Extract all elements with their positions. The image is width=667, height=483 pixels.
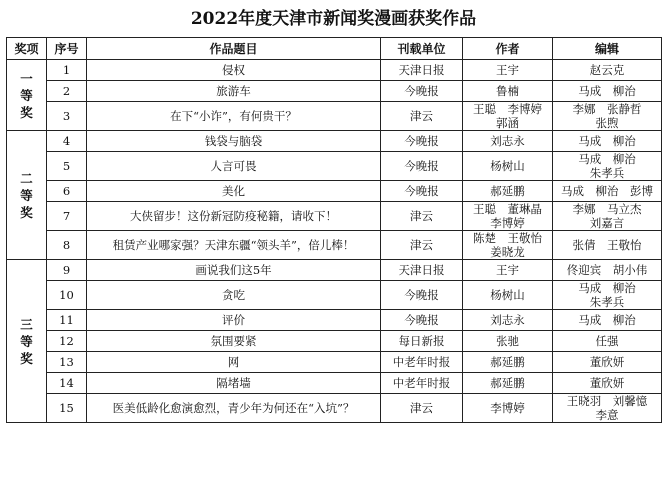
author-cell — [463, 231, 553, 260]
award-cell — [7, 60, 47, 131]
outlet-name: 今晚报 — [381, 281, 463, 310]
editor-cell — [553, 152, 662, 181]
row-number: 5 — [47, 152, 87, 181]
editor-cell — [553, 310, 662, 331]
row-number: 7 — [47, 202, 87, 231]
author-name-line: 刘志永 — [490, 134, 525, 148]
author-cell — [463, 260, 553, 281]
editor-cell — [553, 202, 662, 231]
table-row — [7, 281, 662, 310]
author-name-line: 郭涵 — [496, 116, 519, 130]
editor-cell — [553, 102, 662, 131]
editor-cell — [553, 260, 662, 281]
author-name-line: 杨树山 — [490, 159, 525, 173]
author-name-line: 姜晓龙 — [490, 245, 525, 259]
table-row — [7, 202, 662, 231]
author-cell — [463, 352, 553, 373]
work-title: 侵权 — [87, 60, 381, 81]
work-title: 氛围要紧 — [87, 331, 381, 352]
work-title: 钱袋与脑袋 — [87, 131, 381, 152]
editor-cell — [553, 352, 662, 373]
editor-cell — [553, 373, 662, 394]
author-name-line: 王宇 — [496, 63, 519, 77]
editor-name-line: 王晓羽 刘馨憶 — [566, 394, 648, 408]
editor-cell — [553, 81, 662, 102]
outlet-name: 津云 — [381, 202, 463, 231]
award-cell — [7, 260, 47, 423]
outlet-name: 今晚报 — [381, 181, 463, 202]
table-row — [7, 260, 662, 281]
editor-name-line: 李娜 马立杰 — [572, 202, 642, 216]
editor-cell — [553, 131, 662, 152]
row-number: 9 — [47, 260, 87, 281]
editor-name-line: 朱孝兵 — [589, 295, 625, 309]
outlet-name: 中老年时报 — [381, 373, 463, 394]
author-cell — [463, 394, 553, 423]
author-cell — [463, 181, 553, 202]
outlet-name: 津云 — [381, 394, 463, 423]
editor-name-line: 张倩 王敬怡 — [572, 238, 642, 252]
outlet-name: 津云 — [381, 102, 463, 131]
editor-name-line: 任强 — [595, 334, 619, 348]
editor-cell — [553, 281, 662, 310]
outlet-name: 天津日报 — [381, 260, 463, 281]
work-title: 网 — [87, 352, 381, 373]
table-row — [7, 231, 662, 260]
row-number: 6 — [47, 181, 87, 202]
editor-name-line: 马成 柳治 彭博 — [561, 184, 653, 198]
work-title: 大侠留步！这份新冠防疫秘籍，请收下！ — [87, 202, 381, 231]
author-name-line: 张驰 — [496, 334, 519, 348]
editor-name-line: 佟迎宾 胡小伟 — [566, 263, 648, 277]
editor-name-line: 马成 柳治 — [578, 84, 636, 98]
author-name-line: 郝延鹏 — [490, 376, 525, 390]
header-outlet: 刊载单位 — [381, 38, 463, 60]
table-row — [7, 331, 662, 352]
author-cell — [463, 373, 553, 394]
editor-name-line: 马成 柳治 — [578, 134, 636, 148]
editor-name-line: 李意 — [595, 408, 619, 422]
editor-name-line: 董欣妍 — [589, 355, 625, 369]
author-cell — [463, 331, 553, 352]
table-row — [7, 310, 662, 331]
table-row — [7, 81, 662, 102]
awards-table — [6, 37, 662, 423]
row-number: 4 — [47, 131, 87, 152]
author-name-line: 杨树山 — [490, 288, 525, 302]
row-number: 12 — [47, 331, 87, 352]
author-cell — [463, 81, 553, 102]
header-editor: 编辑 — [553, 38, 662, 60]
work-title: 贪吃 — [87, 281, 381, 310]
work-title: 旅游车 — [87, 81, 381, 102]
work-title: 在下“小诈”，有何贵干？ — [87, 102, 381, 131]
award-label: 三等奖 — [20, 316, 33, 366]
author-name-line: 王聪 董琳晶 — [473, 202, 542, 216]
row-number: 14 — [47, 373, 87, 394]
work-title: 医美低龄化愈演愈烈，青少年为何还在“入坑”？ — [87, 394, 381, 423]
editor-cell — [553, 394, 662, 423]
editor-name-line: 马成 柳治 — [578, 152, 636, 166]
editor-cell — [553, 331, 662, 352]
row-number: 13 — [47, 352, 87, 373]
author-name-line: 王聪 李博婷 — [473, 102, 542, 116]
header-no: 序号 — [47, 38, 87, 60]
table-row — [7, 131, 662, 152]
header-award: 奖项 — [7, 38, 47, 60]
author-name-line: 王宇 — [496, 263, 519, 277]
header-row — [7, 38, 662, 60]
work-title: 租赁产业哪家强？天津东疆“领头羊”，倍儿棒！ — [87, 231, 381, 260]
author-cell — [463, 60, 553, 81]
editor-name-line: 刘嘉言 — [589, 216, 625, 230]
table-row — [7, 152, 662, 181]
page-title: 2022年度天津市新闻奖漫画获奖作品 — [190, 9, 477, 29]
work-title: 评价 — [87, 310, 381, 331]
table-row — [7, 352, 662, 373]
work-title: 人言可畏 — [87, 152, 381, 181]
award-label: 二等奖 — [20, 170, 33, 220]
work-title: 美化 — [87, 181, 381, 202]
outlet-name: 今晚报 — [381, 131, 463, 152]
row-number: 1 — [47, 60, 87, 81]
author-name-line: 李博婷 — [490, 216, 525, 230]
table-row — [7, 102, 662, 131]
table-row — [7, 373, 662, 394]
editor-name-line: 朱孝兵 — [589, 166, 625, 180]
row-number: 2 — [47, 81, 87, 102]
table-body — [7, 60, 662, 423]
author-name-line: 刘志永 — [490, 313, 525, 327]
author-name-line: 鲁楠 — [496, 84, 519, 98]
author-cell — [463, 131, 553, 152]
table-row — [7, 60, 662, 81]
outlet-name: 每日新报 — [381, 331, 463, 352]
editor-cell — [553, 181, 662, 202]
author-cell — [463, 152, 553, 181]
author-cell — [463, 202, 553, 231]
author-cell — [463, 281, 553, 310]
row-number: 10 — [47, 281, 87, 310]
editor-cell — [553, 231, 662, 260]
author-cell — [463, 102, 553, 131]
editor-name-line: 张煦 — [595, 116, 619, 130]
award-label: 一等奖 — [20, 70, 33, 120]
editor-name-line: 马成 柳治 — [578, 313, 636, 327]
author-name-line: 陈楚 王敬怡 — [473, 231, 542, 245]
row-number: 15 — [47, 394, 87, 423]
outlet-name: 天津日报 — [381, 60, 463, 81]
editor-name-line: 赵云克 — [589, 63, 625, 77]
outlet-name: 今晚报 — [381, 310, 463, 331]
editor-name-line: 董欣妍 — [589, 376, 625, 390]
author-name-line: 郝延鹏 — [490, 355, 525, 369]
author-name-line: 李博婷 — [490, 401, 525, 415]
work-title: 隔堵墙 — [87, 373, 381, 394]
row-number: 3 — [47, 102, 87, 131]
header-work: 作品题目 — [87, 38, 381, 60]
work-title: 画说我们这5年 — [87, 260, 381, 281]
outlet-name: 津云 — [381, 231, 463, 260]
outlet-name: 今晚报 — [381, 81, 463, 102]
award-cell — [7, 131, 47, 260]
editor-cell — [553, 60, 662, 81]
outlet-name: 中老年时报 — [381, 352, 463, 373]
author-name-line: 郝延鹏 — [490, 184, 525, 198]
table-row — [7, 394, 662, 423]
author-cell — [463, 310, 553, 331]
outlet-name: 今晚报 — [381, 152, 463, 181]
editor-name-line: 马成 柳治 — [578, 281, 636, 295]
header-author: 作者 — [463, 38, 553, 60]
row-number: 11 — [47, 310, 87, 331]
editor-name-line: 李娜 张静哲 — [572, 102, 642, 116]
row-number: 8 — [47, 231, 87, 260]
table-row — [7, 181, 662, 202]
